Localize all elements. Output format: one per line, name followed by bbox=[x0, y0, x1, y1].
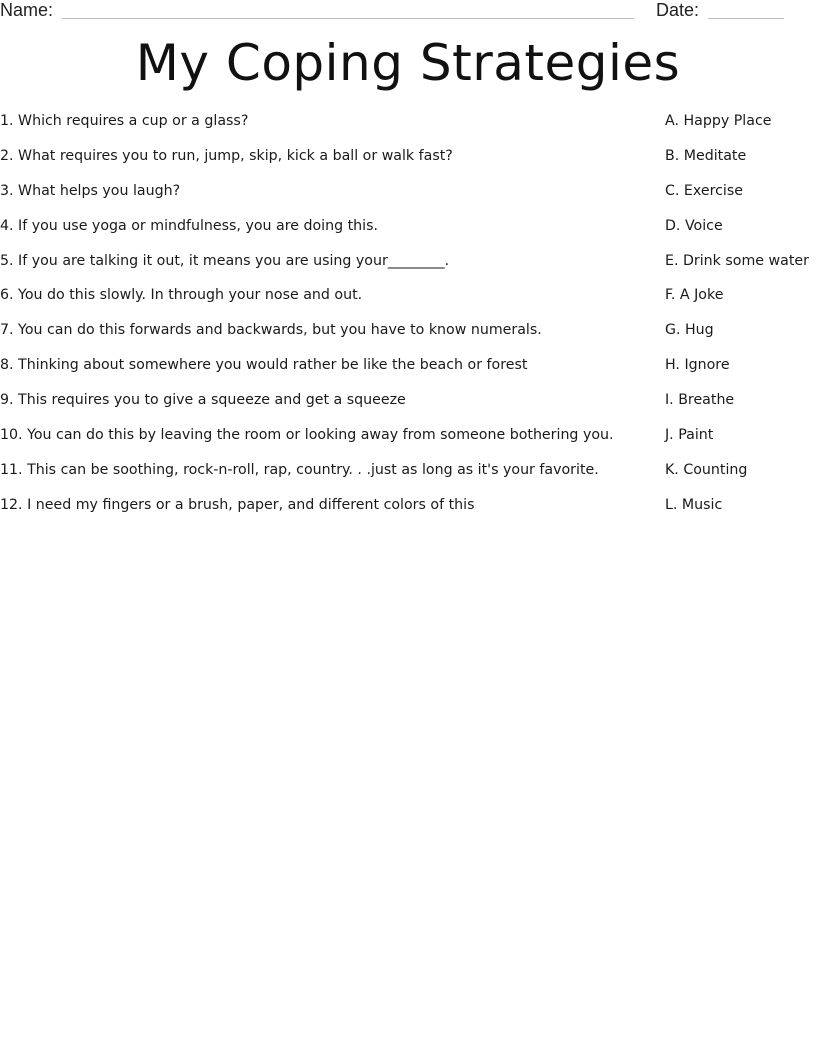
page-title: My Coping Strategies bbox=[135, 34, 681, 92]
question-item: 12. I need my fingers or a brush, paper, and different colors of this bbox=[0, 496, 475, 513]
answers-list bbox=[665, 111, 816, 530]
date-label: Date: bbox=[656, 0, 700, 20]
answer-item: C. Exercise bbox=[665, 182, 743, 199]
question-item: 8. Thinking about somewhere you would rather be like the beach or forest bbox=[0, 357, 528, 374]
name-line[interactable] bbox=[62, 18, 634, 19]
answer-item: I. Breathe bbox=[665, 392, 735, 409]
answer-item: D. Voice bbox=[665, 217, 723, 234]
answer-item: J. Paint bbox=[665, 427, 714, 444]
question-item: 2. What requires you to run, jump, skip, kick a ball or walk fast? bbox=[0, 147, 453, 164]
answer-item: H. Ignore bbox=[665, 357, 730, 374]
question-item: 10. You can do this by leaving the room or looking away from someone bothering you. bbox=[0, 427, 614, 444]
answer-item: G. Hug bbox=[665, 322, 714, 339]
worksheet-header bbox=[0, 0, 816, 22]
answer-item: A. Happy Place bbox=[665, 113, 772, 129]
questions-list bbox=[0, 111, 650, 530]
question-item: 11. This can be soothing, rock-n-roll, rap, country. . .just as long as it's your favorite. bbox=[0, 461, 599, 478]
question-item: 1. Which requires a cup or a glass? bbox=[0, 113, 249, 129]
answer-item: E. Drink some water bbox=[665, 252, 809, 269]
question-item: 7. You can do this forwards and backwards, but you have to know numerals. bbox=[0, 322, 542, 339]
question-item: 9. This requires you to give a squeeze and get a squeeze bbox=[0, 392, 406, 409]
answer-item: F. A Joke bbox=[665, 287, 724, 304]
answer-item: B. Meditate bbox=[665, 147, 747, 164]
answer-item: K. Counting bbox=[665, 461, 748, 478]
name-label: Name: bbox=[0, 0, 54, 20]
question-item: 3. What helps you laugh? bbox=[0, 182, 181, 199]
date-line[interactable] bbox=[708, 18, 784, 19]
question-item: 6. You do this slowly. In through your nose and out. bbox=[0, 287, 363, 304]
question-item: 5. If you are talking it out, it means you are using your________. bbox=[0, 252, 450, 269]
question-item: 4. If you use yoga or mindfulness, you are doing this. bbox=[0, 217, 379, 234]
answer-item: L. Music bbox=[665, 496, 723, 513]
